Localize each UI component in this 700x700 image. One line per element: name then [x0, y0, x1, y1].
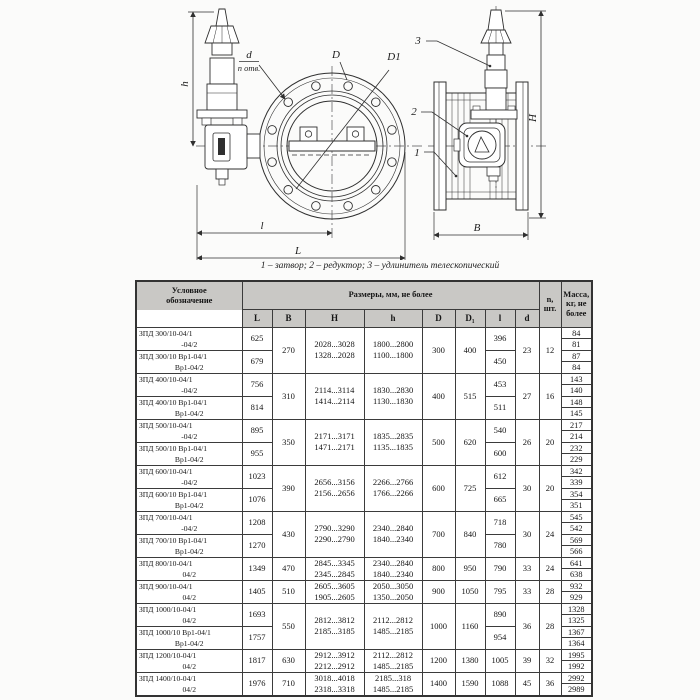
cell-mass: 148 145: [561, 396, 592, 419]
cell-B: 510: [272, 580, 305, 603]
cell-h: 1830...2830 1130...1830: [364, 373, 422, 419]
cell-designation: ЗПД 600/10 Вр1-04/1 Вр1-04/2: [136, 488, 242, 511]
header-dim-B: B: [272, 309, 305, 327]
cell-h: 1800...2800 1100...1800: [364, 327, 422, 373]
table-row: [136, 327, 592, 350]
cell-B: 430: [272, 511, 305, 557]
cell-L: 1023: [242, 465, 272, 488]
cell-H: 2845...3345 2345...2845: [305, 557, 364, 580]
gearbox-and-extension: [197, 9, 260, 185]
cell-l: 612: [485, 465, 515, 488]
cell-d: 26: [515, 419, 539, 465]
header-qty: n, шт.: [539, 281, 561, 327]
cell-designation: ЗПД 600/10-04/1 -04/2: [136, 465, 242, 488]
figure-caption: 1 – затвор; 2 – редуктор; 3 – удлинитель телескопический: [260, 261, 500, 271]
cell-B: 710: [272, 672, 305, 696]
cell-n: 36: [539, 672, 561, 696]
cell-H: 3018...4018 2318...3318: [305, 672, 364, 696]
cell-h: 2340...2840 1840...2340: [364, 557, 422, 580]
cell-l: 1005: [485, 649, 515, 672]
cell-L: 814: [242, 396, 272, 419]
cell-H: 2790...3290 2290...2790: [305, 511, 364, 557]
cell-l: 540: [485, 419, 515, 442]
cell-h: 2112...2812 1485...2185: [364, 649, 422, 672]
table-row: [136, 419, 592, 442]
cell-L: 1349: [242, 557, 272, 580]
cell-L: 895: [242, 419, 272, 442]
header-dim-D1: D₁: [455, 309, 485, 327]
cell-mass: 932 929: [561, 580, 592, 603]
cell-designation: ЗПД 300/10-04/1 -04/2: [136, 327, 242, 350]
cell-designation: ЗПД 1000/10-04/1 04/2: [136, 603, 242, 626]
dim-label-n-holes: n отв.: [237, 63, 261, 73]
cell-designation: ЗПД 400/10 Вр1-04/1 Вр1-04/2: [136, 396, 242, 419]
cell-D: 500: [422, 419, 455, 465]
header-dim-l: l: [485, 309, 515, 327]
cell-n: 24: [539, 511, 561, 557]
cell-B: 390: [272, 465, 305, 511]
table-row: [136, 511, 592, 534]
cell-B: 550: [272, 603, 305, 649]
cell-D1: 725: [455, 465, 485, 511]
cell-l: 511: [485, 396, 515, 419]
cell-designation: ЗПД 400/10-04/1 -04/2: [136, 373, 242, 396]
cell-D1: 1380: [455, 649, 485, 672]
cell-D: 600: [422, 465, 455, 511]
cell-h: 2340...2840 1840...2340: [364, 511, 422, 557]
cell-d: 45: [515, 672, 539, 696]
cell-D1: 1050: [455, 580, 485, 603]
cell-l: 954: [485, 626, 515, 649]
cell-H: 2028...3028 1328...2028: [305, 327, 364, 373]
table-row: [136, 557, 592, 580]
cell-B: 630: [272, 649, 305, 672]
dim-label-l: l: [260, 220, 264, 232]
cell-d: 39: [515, 649, 539, 672]
cell-l: 718: [485, 511, 515, 534]
cell-d: 23: [515, 327, 539, 373]
cell-H: 2812...3812 2185...3185: [305, 603, 364, 649]
cell-mass: 545 542: [561, 511, 592, 534]
cell-mass: 1367 1364: [561, 626, 592, 649]
table-row: [136, 465, 592, 488]
cell-B: 310: [272, 373, 305, 419]
table-body: [136, 327, 592, 696]
side-extension: [471, 10, 517, 119]
cell-h: 2266...2766 1766...2266: [364, 465, 422, 511]
cell-n: 32: [539, 649, 561, 672]
cell-l: 396: [485, 327, 515, 350]
cell-designation: ЗПД 700/10-04/1 -04/2: [136, 511, 242, 534]
cell-mass: 2992 2989: [561, 672, 592, 696]
cell-n: 12: [539, 327, 561, 373]
side-gearbox: [454, 123, 505, 181]
cell-D: 300: [422, 327, 455, 373]
dim-label-d: d: [246, 49, 252, 61]
cell-D: 900: [422, 580, 455, 603]
cell-l: 1088: [485, 672, 515, 696]
front-view-drawing: [179, 9, 424, 260]
cell-L: 1817: [242, 649, 272, 672]
cell-d: 33: [515, 557, 539, 580]
cell-l: 665: [485, 488, 515, 511]
cell-H: 2114...3114 1414...2114: [305, 373, 364, 419]
header-dim-d: d: [515, 309, 539, 327]
cell-designation: ЗПД 700/10 Вр1-04/1 Вр1-04/2: [136, 534, 242, 557]
cell-h: 1835...2835 1135...1835: [364, 419, 422, 465]
cell-d: 36: [515, 603, 539, 649]
cell-L: 679: [242, 350, 272, 373]
cell-D: 1400: [422, 672, 455, 696]
cell-B: 470: [272, 557, 305, 580]
cell-L: 1757: [242, 626, 272, 649]
table-row: [136, 603, 592, 626]
cell-mass: 232 229: [561, 442, 592, 465]
cell-mass: 84 81: [561, 327, 592, 350]
cell-designation: ЗПД 300/10 Вр1-04/1 Вр1-04/2: [136, 350, 242, 373]
cell-d: 33: [515, 580, 539, 603]
cell-D1: 620: [455, 419, 485, 465]
cell-designation: ЗПД 1400/10-04/1 04/2: [136, 672, 242, 696]
cell-D1: 515: [455, 373, 485, 419]
cell-mass: 87 84: [561, 350, 592, 373]
cell-n: 16: [539, 373, 561, 419]
callout-2: 2: [411, 106, 417, 118]
cell-mass: 217 214: [561, 419, 592, 442]
cell-h: 2050...3050 1350...2050: [364, 580, 422, 603]
table-row: [136, 373, 592, 396]
side-view-drawing: [411, 6, 547, 240]
cell-L: 1976: [242, 672, 272, 696]
cell-d: 30: [515, 511, 539, 557]
cell-L: 1693: [242, 603, 272, 626]
cell-l: 780: [485, 534, 515, 557]
cell-designation: ЗПД 500/10 Вр1-04/1 Вр1-04/2: [136, 442, 242, 465]
dimensions-table: [135, 280, 593, 697]
cell-L: 756: [242, 373, 272, 396]
cell-D: 400: [422, 373, 455, 419]
cell-l: 453: [485, 373, 515, 396]
cell-designation: ЗПД 1000/10 Вр1-04/1 Вр1-04/2: [136, 626, 242, 649]
cell-L: 625: [242, 327, 272, 350]
cell-D1: 840: [455, 511, 485, 557]
cell-h: 2112...2812 1485...2185: [364, 603, 422, 649]
cell-h: 2185...318 1485...2185: [364, 672, 422, 696]
cell-L: 1076: [242, 488, 272, 511]
header-mass: Масса, кг, не более: [561, 281, 592, 327]
header-dimensions: Размеры, мм, не более: [242, 281, 539, 309]
cell-n: 20: [539, 465, 561, 511]
cell-mass: 641 638: [561, 557, 592, 580]
cell-l: 795: [485, 580, 515, 603]
callout-1: 1: [414, 147, 420, 159]
dim-label-L: L: [294, 245, 302, 257]
cell-D: 1200: [422, 649, 455, 672]
cell-l: 890: [485, 603, 515, 626]
cell-H: 2656...3156 2156...2656: [305, 465, 364, 511]
cell-l: 790: [485, 557, 515, 580]
cell-d: 27: [515, 373, 539, 419]
cell-n: 20: [539, 419, 561, 465]
callout-3: 3: [415, 35, 421, 47]
cell-B: 350: [272, 419, 305, 465]
cell-D1: 400: [455, 327, 485, 373]
cell-D1: 950: [455, 557, 485, 580]
header-designation: Условное обозначение: [136, 281, 242, 327]
cell-L: 1405: [242, 580, 272, 603]
cell-designation: ЗПД 800/10-04/1 04/2: [136, 557, 242, 580]
header-dim-L: L: [242, 309, 272, 327]
dim-label-B: B: [473, 222, 481, 234]
header-dim-h: h: [364, 309, 422, 327]
dim-label-H: H: [527, 114, 539, 122]
header-dim-H: H: [305, 309, 364, 327]
cell-mass: 342 339: [561, 465, 592, 488]
dim-label-D1: D1: [387, 51, 401, 63]
cell-d: 30: [515, 465, 539, 511]
cell-designation: ЗПД 900/10-04/1 04/2: [136, 580, 242, 603]
cell-mass: 1995 1992: [561, 649, 592, 672]
table-row: [136, 649, 592, 672]
cell-mass: 354 351: [561, 488, 592, 511]
cell-D: 800: [422, 557, 455, 580]
cell-mass: 143 140: [561, 373, 592, 396]
cell-mass: 1328 1325: [561, 603, 592, 626]
cell-n: 28: [539, 603, 561, 649]
cell-D1: 1590: [455, 672, 485, 696]
cell-L: 1270: [242, 534, 272, 557]
cell-D: 700: [422, 511, 455, 557]
cell-H: 2912...3912 2212...2912: [305, 649, 364, 672]
cell-H: 2605...3605 1905...2605: [305, 580, 364, 603]
table-row: [136, 672, 592, 696]
cell-D: 1000: [422, 603, 455, 649]
table-row: [136, 580, 592, 603]
cell-mass: 569 566: [561, 534, 592, 557]
valve-technical-drawing: [0, 0, 700, 260]
cell-designation: ЗПД 1200/10-04/1 04/2: [136, 649, 242, 672]
cell-n: 28: [539, 580, 561, 603]
cell-H: 2171...3171 1471...2171: [305, 419, 364, 465]
cell-designation: ЗПД 500/10-04/1 -04/2: [136, 419, 242, 442]
cell-D1: 1160: [455, 603, 485, 649]
cell-B: 270: [272, 327, 305, 373]
cell-l: 450: [485, 350, 515, 373]
dim-label-h: h: [179, 81, 191, 87]
header-dim-D: D: [422, 309, 455, 327]
cell-L: 1208: [242, 511, 272, 534]
cell-n: 24: [539, 557, 561, 580]
cell-l: 600: [485, 442, 515, 465]
cell-L: 955: [242, 442, 272, 465]
dim-label-D: D: [332, 49, 340, 61]
